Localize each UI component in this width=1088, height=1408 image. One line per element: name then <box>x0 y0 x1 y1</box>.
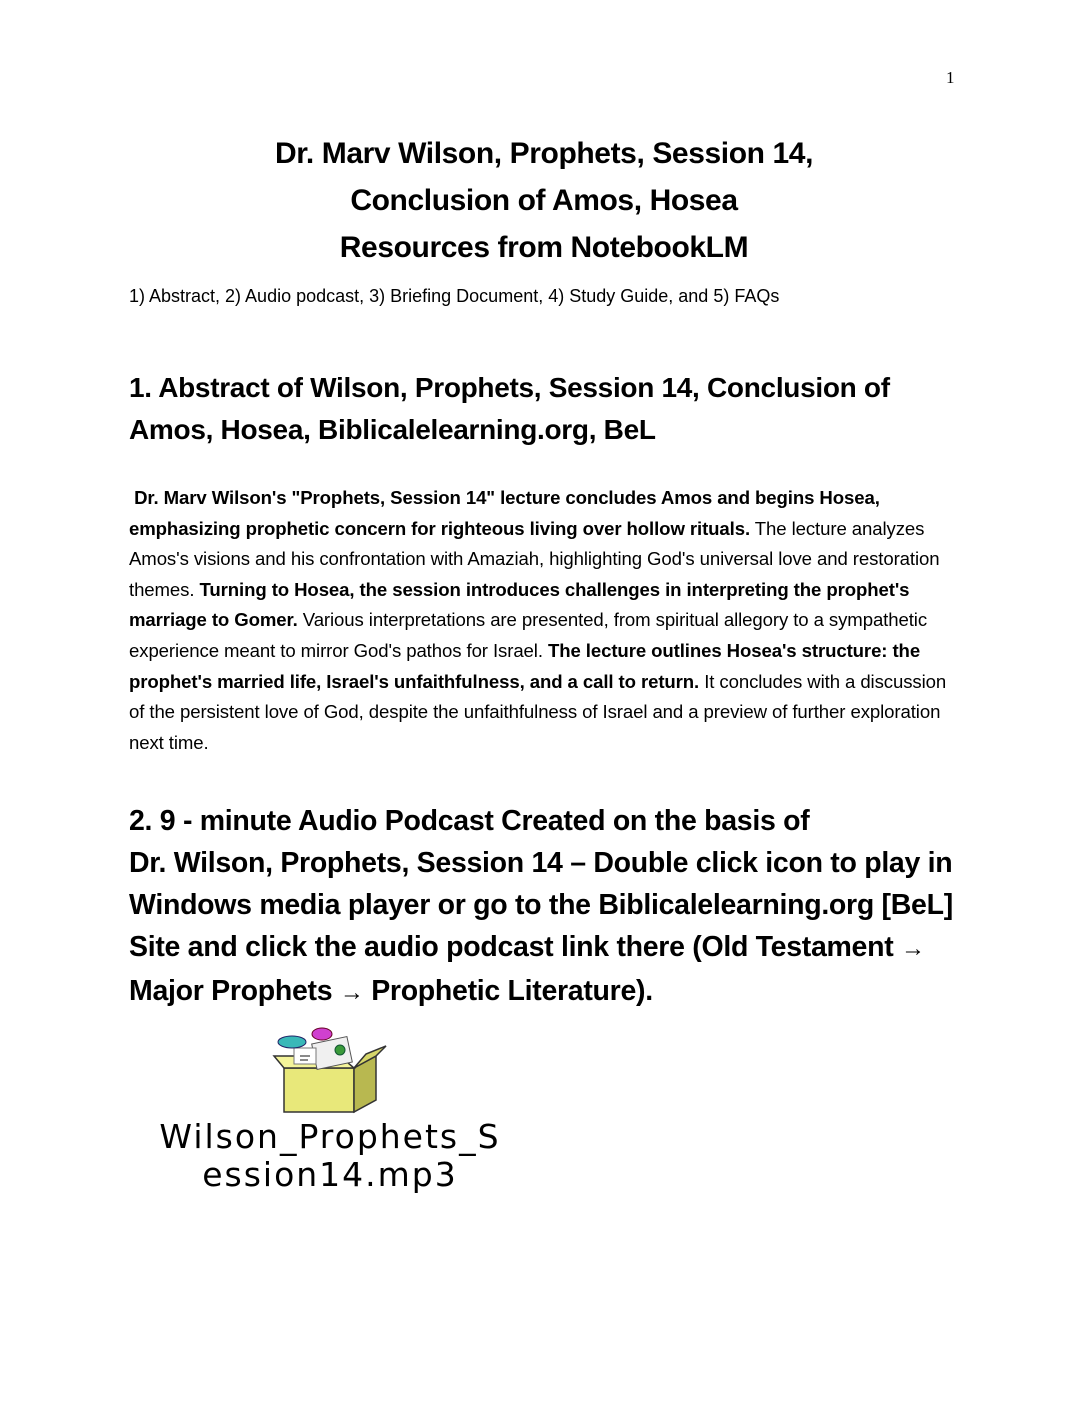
section-2-line-4-text: Site and click the audio podcast link there (Old Testament <box>129 931 902 963</box>
filename-line-1: Wilson_Prophets_S <box>159 1117 501 1156</box>
abstract-text-3: It concludes with a discussion of the persistent love of God, despite the unfaithfulness of Israel and a preview of further exploration next time. <box>129 670 947 753</box>
section-2-line-1: 2. 9 - minute Audio Podcast Created on the basis of <box>129 805 810 837</box>
page-number: 1 <box>946 68 955 87</box>
abstract-text-1: The lecture analyzes Amos's visions and his confrontation with Amaziah, highlighting God's universal love and restoration themes. <box>129 517 940 600</box>
filename-line-2: ession14.mp3 <box>202 1155 458 1194</box>
abstract-text-2: Various interpretations are presented, from spiritual allegory to a sympathetic experience meant to mirror God's pathos for Israel. <box>129 609 928 661</box>
abstract-paragraph <box>129 483 959 758</box>
abstract-bold-2: Turning to Hosea, the session introduces challenges in interpreting the prophet's marriage to Gomer. <box>129 578 910 631</box>
section-2-line-4 <box>129 926 959 970</box>
attachment-filename[interactable] <box>120 1118 540 1194</box>
section-2-heading <box>129 800 959 1014</box>
package-icon[interactable] <box>270 1026 390 1116</box>
section-2-line-2: Dr. Wilson, Prophets, Session 14 – Double click icon to play in <box>129 847 953 879</box>
section-1-heading: 1. Abstract of Wilson, Prophets, Session 14, Conclusion of Amos, Hosea, Biblicalelearning.org, BeL <box>129 372 890 445</box>
abstract-bold-1: Dr. Marv Wilson's "Prophets, Session 14" lecture concludes Amos and begins Hosea, emphasizing prophetic concern for righteous living over hollow rituals. <box>129 487 880 539</box>
resource-list: 1) Abstract, 2) Audio podcast, 3) Briefing Document, 4) Study Guide, and 5) FAQs <box>129 286 780 306</box>
abstract-bold-3: The lecture outlines Hosea's structure: the prophet's married life, Israel's unfaithfulness, and a call to return. <box>129 639 921 692</box>
title-line-2: Conclusion of Amos, Hosea <box>350 184 738 217</box>
title-line-3: Resources from NotebookLM <box>339 231 749 264</box>
section-2-line-5-text: Major Prophets <box>129 975 340 1007</box>
document-title <box>0 130 1088 271</box>
title-line-1: Dr. Marv Wilson, Prophets, Session 14, <box>274 137 814 170</box>
section-2-line-5-end: Prophetic Literature). <box>363 975 653 1007</box>
section-2-line-3: Windows media player or go to the Biblicalelearning.org [BeL] <box>129 889 953 921</box>
section-2-line-5 <box>129 970 959 1014</box>
arrow-right-icon: → <box>339 979 364 1006</box>
arrow-right-icon: → <box>901 935 925 962</box>
